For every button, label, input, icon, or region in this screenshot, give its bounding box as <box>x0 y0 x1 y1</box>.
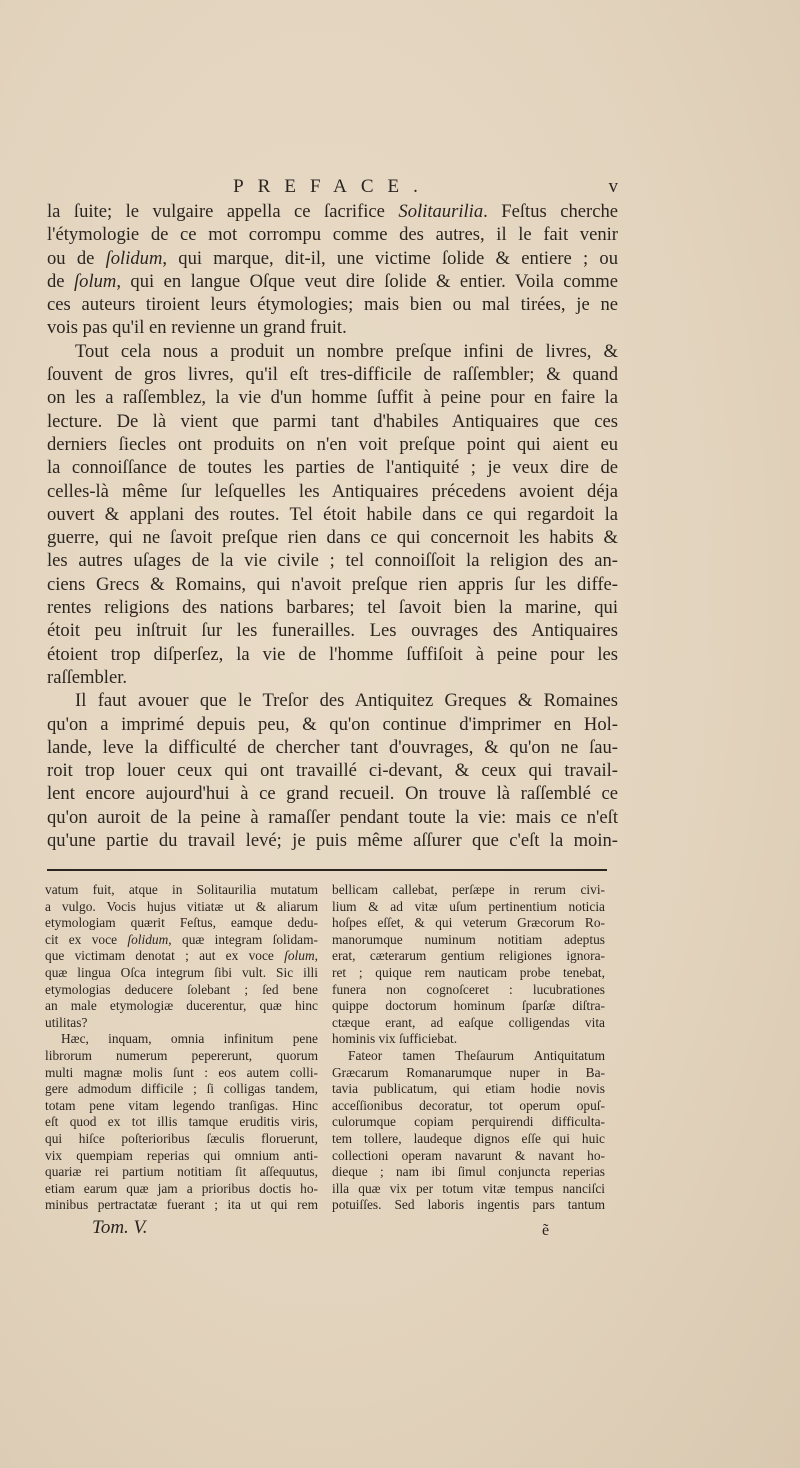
italic-term: ſolum <box>284 948 315 964</box>
footnote-divider <box>47 869 607 871</box>
footnote-line <box>45 948 318 965</box>
text-segment: , qui en langue Oſque veut dire ſolide & entier. Voila comme <box>116 270 618 292</box>
footnote-line <box>45 982 318 999</box>
footnote-line <box>332 1065 605 1082</box>
footnote-line <box>332 899 605 916</box>
text-segment: hominis vix ſufficiebat. <box>332 1031 458 1047</box>
footnote-line <box>45 1131 318 1148</box>
body-text-line <box>47 386 618 409</box>
body-text-line <box>47 829 618 852</box>
text-segment: les autres uſages de la vie civile ; tel connoiſſoit la religion des an- <box>47 550 618 572</box>
text-segment: utilitas? <box>45 1014 88 1030</box>
text-segment: acceſſionibus decoratur, tot operum opuſ- <box>332 1097 605 1113</box>
footnote-line <box>332 915 605 932</box>
text-segment: la connoiſſance de toutes les parties de l'antiquité ; je veux dire de <box>47 457 618 479</box>
italic-term: ſolum <box>73 270 117 292</box>
footnote-line <box>45 882 318 899</box>
text-segment: étoient trop diſperſez, la vie de l'homme ſuffiſoit à peine pour les <box>47 643 618 665</box>
footnote-column-right <box>332 882 605 1214</box>
text-segment: , qui marque, dit-il, une victime ſolide & entiere ; ou <box>162 247 618 269</box>
footnote-line <box>332 998 605 1015</box>
text-segment: qu'une partie du travail levé; je puis même aſſurer que c'eſt la moin- <box>47 830 618 852</box>
text-segment: lecture. De là vient que parmi tant d'habiles Antiquaires que ces <box>47 410 618 432</box>
body-text-line <box>47 713 618 736</box>
page-title: PREFACE. <box>233 176 432 197</box>
footnote-line <box>332 1015 605 1032</box>
text-segment: quæ lingua Oſca integrum ſibi vult. Sic illi <box>45 964 318 980</box>
text-segment: Il faut avouer que le Treſor des Antiquitez Greques & Romaines <box>75 690 618 712</box>
text-segment: lium & ad vitæ uſum pertinentium noticia <box>332 898 605 914</box>
footnote-line <box>332 982 605 999</box>
footnote-line <box>45 1065 318 1082</box>
text-segment: Tout cela nous a produit un nombre preſque infini de livres, & <box>75 340 618 362</box>
footnote-line <box>45 1081 318 1098</box>
text-segment: lande, leve la difficulté de chercher tant d'ouvrages, & qu'on ne ſau- <box>47 736 618 758</box>
text-segment: ouvert & applani des routes. Tel étoit habile dans ce qui regardoit la <box>47 503 618 525</box>
text-segment: funera non cognoſceret : lucubrationes <box>332 981 605 997</box>
text-segment: bellicam callebat, perſæpe in rerum civi- <box>332 882 605 897</box>
text-segment: manorumque numinum notitiam adeptus <box>332 931 605 947</box>
main-text <box>47 200 618 852</box>
footnote-line <box>332 1164 605 1181</box>
body-text-line <box>47 340 618 363</box>
text-segment: vix quempiam reperias qui omnium anti- <box>45 1147 318 1163</box>
footnote-line <box>332 1197 605 1214</box>
footnote-line <box>332 1048 605 1065</box>
footnote-line <box>332 1131 605 1148</box>
footnote-line <box>45 1015 318 1032</box>
text-segment: culorumque copiam perquirendi difficulta- <box>332 1114 605 1130</box>
text-segment: qui hiſce poſterioribus ſæculis floruerunt, <box>45 1130 318 1146</box>
body-text-line <box>47 247 618 270</box>
footnote-line <box>332 932 605 949</box>
text-segment: etymologiam quærit Feſtus, eamque dedu- <box>45 915 318 931</box>
body-text-line <box>47 689 618 712</box>
page-number: v <box>608 176 618 197</box>
body-text-line <box>47 480 618 503</box>
signature-mark: ẽ <box>542 1222 550 1239</box>
text-segment: quariæ rei partium notitiam ſit aſſequutus, <box>45 1164 318 1180</box>
body-text-line <box>47 410 618 433</box>
text-segment: étoit peu inſtruit ſur les funerailles. Les ouvrages des Antiquaires <box>47 620 618 642</box>
text-segment: guerre, qui ne ſavoit preſque rien dans ce qui concernoit les habits & <box>47 527 618 549</box>
footnote-line <box>45 1197 318 1214</box>
footnote-line <box>332 1148 605 1165</box>
text-segment: multi magnæ molis ſunt : eos autem colli- <box>45 1064 318 1080</box>
text-segment: roit trop louer ceux qui ont travaillé ci-devant, & ceux qui travail- <box>47 760 618 782</box>
body-text-line <box>47 666 618 689</box>
body-text-line <box>47 596 618 619</box>
footnote-line <box>45 1098 318 1115</box>
footnote-column-left <box>45 882 318 1214</box>
text-segment: . Feſtus cherche <box>483 201 619 222</box>
text-segment: on les a raſſemblez, la vie d'un homme ſuffit à peine pour en faire la <box>47 387 618 409</box>
footnote-line <box>332 1081 605 1098</box>
text-segment: que victimam denotat ; aut ex voce <box>45 948 285 964</box>
text-segment: derniers ſiecles ont produits on n'en voit preſque point qui aient eu <box>47 433 618 455</box>
footnote-line <box>332 1098 605 1115</box>
text-segment: dieque ; nam ibi ſimul conjuncta reperias <box>332 1164 605 1180</box>
footnote-line <box>45 1031 318 1048</box>
footnote-line <box>332 948 605 965</box>
body-text-line <box>47 223 618 246</box>
text-segment: hoſpes eſſet, & qui veterum Græcorum Ro- <box>332 915 605 931</box>
body-text-line <box>47 293 618 316</box>
footnote-line <box>332 1114 605 1131</box>
volume-signature: Tom. V. <box>92 1217 148 1238</box>
footnote-line <box>332 965 605 982</box>
footnote-line <box>45 1048 318 1065</box>
text-segment: illa quæ vix per totum vitæ tempus nanciſci <box>332 1180 605 1196</box>
footnote-line <box>332 1031 605 1048</box>
body-text-line <box>47 316 618 339</box>
text-segment: minibus pertractatæ fuerant ; ita ut qui rem <box>45 1197 318 1213</box>
text-segment: , <box>314 948 318 964</box>
text-segment: ciens Grecs & Romains, qui n'avoit preſque rien appris ſur les diffe- <box>47 573 618 595</box>
italic-term: ſolidum <box>127 931 169 947</box>
body-text-line <box>47 363 618 386</box>
text-segment: ctæque erant, ad eaſque colligendas vita <box>332 1014 605 1030</box>
text-segment: celles-là même ſur leſquelles les Antiquaires précedens avoient déja <box>47 480 618 502</box>
text-segment: librorum numerum pepererunt, quorum <box>45 1047 318 1063</box>
text-segment: Græcarum Romanarumque nuper in Ba- <box>332 1064 605 1080</box>
text-segment: potuiſſes. Sed laboris ingentis pars tantum <box>332 1197 605 1213</box>
footnote-line <box>45 899 318 916</box>
text-segment: de <box>47 270 74 292</box>
text-segment: l'étymologie de ce mot corrompu comme des autres, il le fait venir <box>47 224 618 246</box>
body-text-line <box>47 643 618 666</box>
footnote-line <box>45 915 318 932</box>
body-text-line <box>47 573 618 596</box>
body-text-line <box>47 433 618 456</box>
footnote-line <box>45 932 318 949</box>
text-segment: , quæ integram ſolidam- <box>168 931 318 947</box>
body-text-line <box>47 619 618 642</box>
running-header <box>47 175 618 199</box>
footnote-line <box>45 965 318 982</box>
text-segment: eſt quod ex tot illis tamque eruditis viris, <box>45 1114 318 1130</box>
text-segment: a vulgo. Vocis hujus vitiatæ ut & aliarum <box>45 898 318 914</box>
text-segment: Hæc, inquam, omnia infinitum pene <box>61 1031 318 1047</box>
footnote-line <box>45 998 318 1015</box>
text-segment: qu'on auroit de la peine à ramaſſer pendant toute la vie: mais ce n'eſt <box>47 806 618 828</box>
body-text-line <box>47 806 618 829</box>
text-segment: rentes religions des nations barbares; tel ſavoit bien la marine, qui <box>47 597 618 619</box>
body-text-line <box>47 270 618 293</box>
footnote-line <box>332 882 605 899</box>
body-text-line <box>47 782 618 805</box>
text-segment: etiam earum quæ jam a prioribus doctis ho- <box>45 1180 318 1196</box>
footnote-line <box>332 1181 605 1198</box>
body-text-line <box>47 200 618 223</box>
text-segment: lent encore aujourd'hui à ce grand recueil. On trouve là raſſemblé ce <box>47 783 618 805</box>
text-segment: quippe doctorum hominum ſparſæ diſtra- <box>332 998 605 1014</box>
text-segment: la ſuite; le vulgaire appella ce ſacrifice <box>47 201 399 222</box>
text-segment: ſouvent de gros livres, qu'il eſt tres-difficile de raſſembler; & quand <box>47 364 618 386</box>
text-segment: vois pas qu'il en revienne un grand fruit. <box>47 317 347 339</box>
text-segment: ou de <box>47 247 106 269</box>
body-text-line <box>47 456 618 479</box>
footnote-line <box>45 1148 318 1165</box>
body-text-line <box>47 503 618 526</box>
text-segment: tem tollere, laudeque dignos eſſe qui huic <box>332 1130 605 1146</box>
text-segment: erat, cæterarum gentium religiones ignora- <box>332 948 605 964</box>
text-segment: collectioni operam navarunt & navant ho- <box>332 1147 605 1163</box>
body-text-line <box>47 736 618 759</box>
footnote-line <box>45 1181 318 1198</box>
body-text-line <box>47 759 618 782</box>
text-segment: totam pene vitam legendo tranſigas. Hinc <box>45 1097 318 1113</box>
text-segment: raſſembler. <box>47 666 128 688</box>
text-segment: tavia publicatum, qui etiam hodie novis <box>332 1081 605 1097</box>
footnote-line <box>45 1164 318 1181</box>
text-segment: etymologias deducere ſolebant ; ſed bene <box>45 981 318 997</box>
footnote-line <box>45 1114 318 1131</box>
text-segment: cit ex voce <box>45 931 128 947</box>
body-text-line <box>47 549 618 572</box>
text-segment: Fateor tamen Theſaurum Antiquitatum <box>348 1047 605 1063</box>
italic-term: ſolidum <box>105 247 163 269</box>
text-segment: vatum fuit, atque in Solitaurilia mutatum <box>45 882 318 897</box>
text-segment: gere admodum difficile ; ſi colligas tandem, <box>45 1081 318 1097</box>
body-text-line <box>47 526 618 549</box>
text-segment: qu'on a imprimé depuis peu, & qu'on continue d'imprimer en Hol- <box>47 713 618 735</box>
italic-term: Solitaurilia <box>398 201 484 222</box>
text-segment: ret ; quique rem nauticam probe tenebat, <box>332 964 605 980</box>
text-segment: an male etymologiæ ducerentur, quæ hinc <box>45 998 318 1014</box>
text-segment: ces auteurs tiroient leurs étymologies; mais bien ou mal tirées, je ne <box>47 294 618 316</box>
